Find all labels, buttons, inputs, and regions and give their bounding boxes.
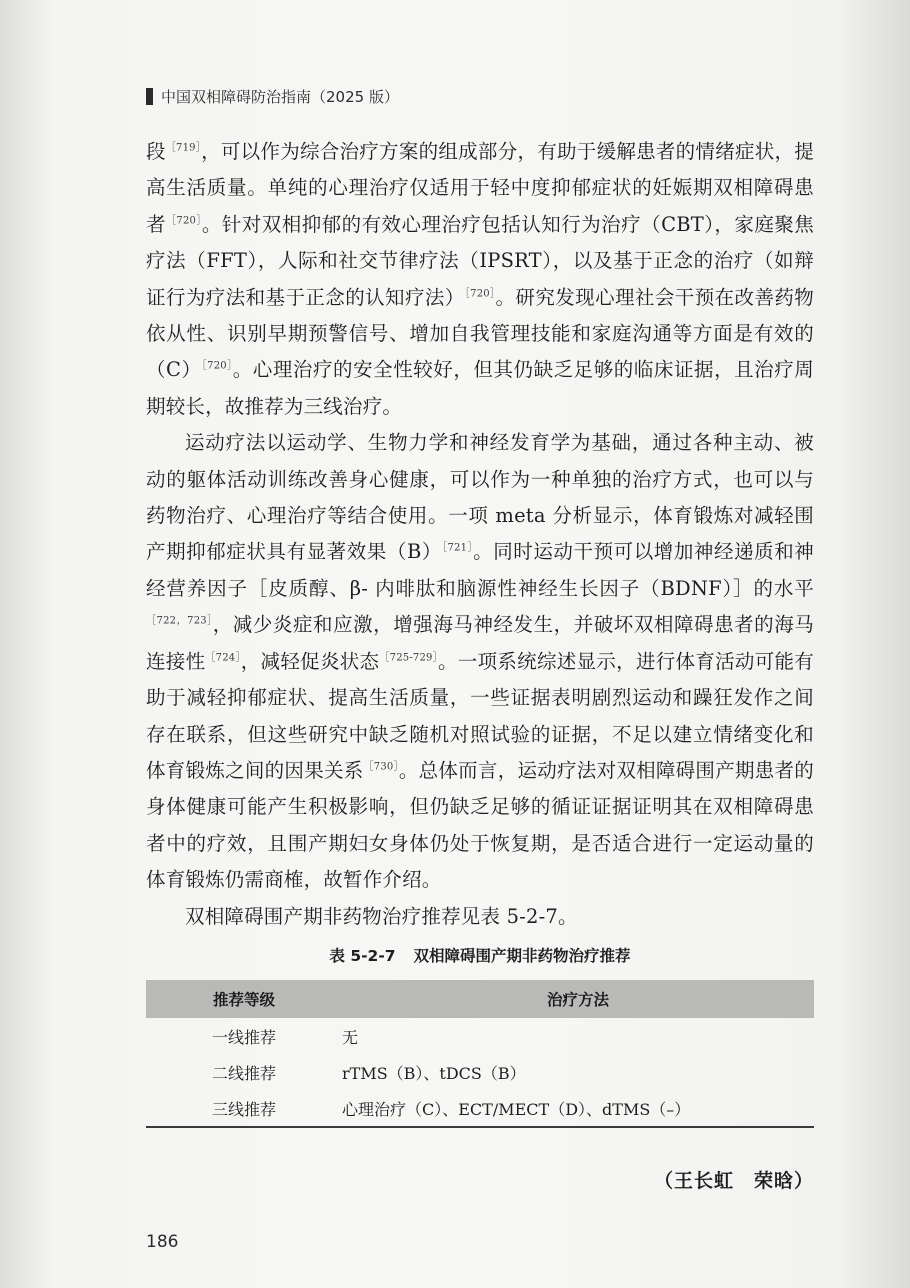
- text-run: ，可以作为综合治疗方案的组成部分，有助于缓解患者的情绪症状，提高生活质量。单纯的心理治疗仅适用于轻中度抑郁症状的妊娠期双相障碍患者: [146, 140, 815, 236]
- text-run: 。研究发现心理社会干预在改善药物依从性、识别早期预警信号、增加自我管理技能和家庭沟通等方面是有效的（C）: [146, 285, 814, 382]
- body-text: [146, 134, 814, 935]
- citation-marker: ［720］: [464, 288, 496, 300]
- citation-marker: ［725-729］: [379, 652, 438, 664]
- table-cell-method: rTMS（B）、tDCS（B）: [342, 1063, 526, 1083]
- text-run: 段: [146, 140, 166, 163]
- text-run: 。总体而言，运动疗法对双相障碍围产期患者的身体健康可能产生积极影响，但仍缺乏足够的循证证据证明其在双相障碍患者中的疗效，且围产期妇女身体仍处于恢复期，是否适合进行一定运动量的体育锻炼仍需商榷，故暂作介绍。: [146, 758, 814, 892]
- citation-marker: ［720］: [165, 215, 202, 227]
- running-header: [146, 86, 399, 107]
- text-run: 。心理治疗的安全性较好，但其仍缺乏足够的临床证据，且治疗周期较长，故推荐为三线治疗。: [146, 358, 814, 418]
- table-row: [146, 1054, 814, 1090]
- text-run: 。同时运动干预可以增加神经递质和神经营养因子［皮质醇、β- 内啡肽和脑源性神经生长因子（BDNF）］的水平: [146, 540, 814, 600]
- recommendation-table: [146, 980, 814, 1128]
- paragraph-2: [146, 425, 814, 898]
- header-marker-bar: [146, 88, 153, 105]
- page-number: 186: [146, 1232, 179, 1252]
- table-row: [146, 1090, 814, 1127]
- text-run: 双相障碍围产期非药物治疗推荐见表 5-2-7。: [185, 904, 578, 928]
- text-run: 运动疗法以运动学、生物力学和神经发育学为基础，通过各种主动、被动的躯体活动训练改善身心健康，可以作为一种单独的治疗方式，也可以与药物治疗、心理治疗等结合使用。一项 meta 分析显示，体育锻炼对减轻围产期抑郁症状具有显著效果（B）: [146, 431, 814, 564]
- citation-marker: ［719］: [165, 142, 202, 154]
- header-title: 中国双相障碍防治指南（2025 版）: [161, 88, 399, 106]
- table-caption: [146, 944, 814, 966]
- table-cell-method: 心理治疗（C）、ECT/MECT（D）、dTMS（–）: [342, 1090, 814, 1127]
- table-header-method: 治疗方法: [342, 980, 814, 1018]
- text-run: ，减少炎症和应激，增强海马神经发生，并破坏双相障碍患者的海马连接性: [146, 613, 814, 673]
- paragraph-1: [146, 134, 814, 425]
- section-authors: （王长虹 荣晗）: [653, 1170, 814, 1192]
- table-header-row: [146, 980, 814, 1018]
- text-run: ，减轻促炎状态: [240, 649, 380, 673]
- table-cell-level: 三线推荐: [146, 1090, 342, 1127]
- table-cell-level: 二线推荐: [211, 1063, 276, 1083]
- table-cell-method: 无: [342, 1027, 359, 1047]
- citation-marker: ［724］: [205, 652, 241, 664]
- citation-marker: ［722，723］: [146, 615, 213, 627]
- table-cell-level: 一线推荐: [211, 1027, 276, 1047]
- table-caption-title: 双相障碍围产期非药物治疗推荐: [413, 947, 631, 965]
- text-run: 。针对双相抑郁的有效心理治疗包括认知行为治疗（CBT），家庭聚焦疗法（FFT），人际和社交节律疗法（IPSRT），以及基于正念的治疗（如辩证行为疗法和基于正念的认知疗法）: [146, 212, 814, 309]
- citation-marker: ［730］: [363, 761, 399, 773]
- table-header-level: 推荐等级: [146, 980, 342, 1018]
- citation-marker: ［721］: [441, 542, 474, 554]
- table-caption-number: 表 5-2-7: [329, 947, 396, 965]
- text-run: 。一项系统综述显示，进行体育活动可能有助于减轻抑郁症状、提高生活质量，一些证据表明剧烈运动和躁狂发作之间存在联系，但这些研究中缺乏随机对照试验的证据，不足以建立情绪变化和体育锻炼之间的因果关系: [146, 649, 814, 782]
- citation-marker: ［720］: [201, 360, 233, 372]
- table-row: [146, 1018, 814, 1054]
- paragraph-3: [146, 899, 814, 935]
